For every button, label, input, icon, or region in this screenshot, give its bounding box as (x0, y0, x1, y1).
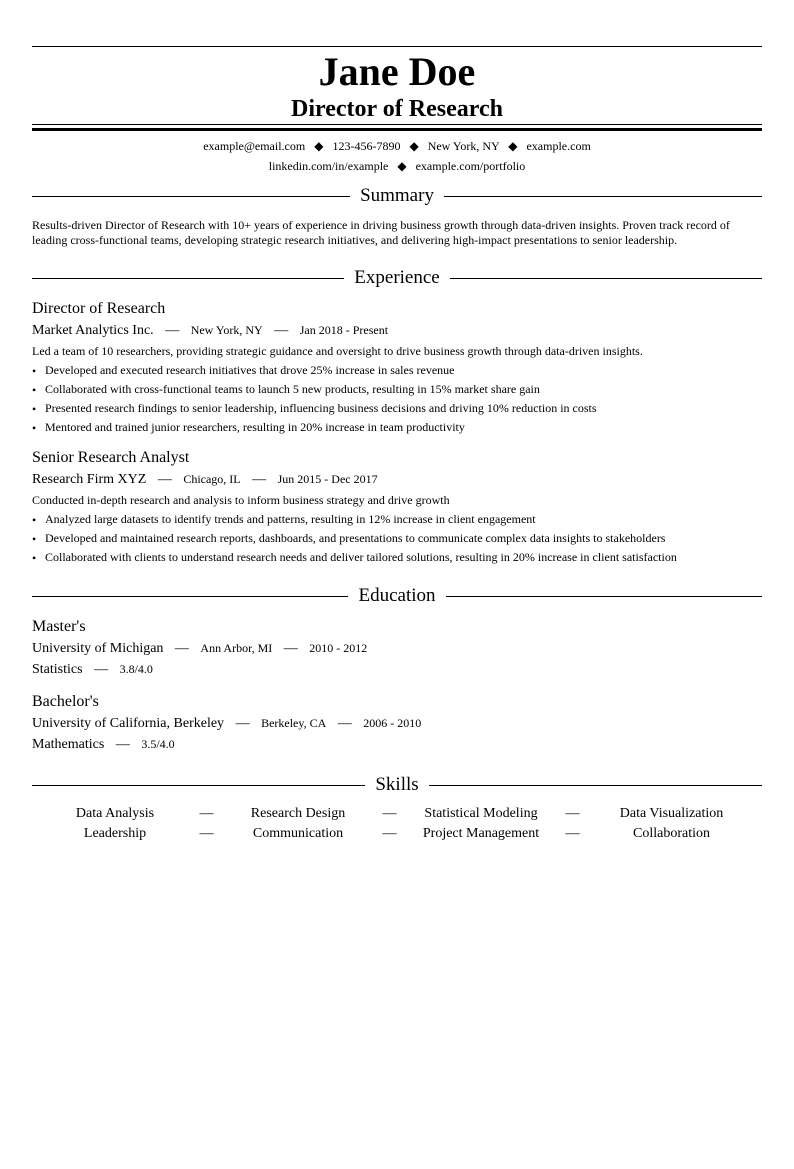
job-location: Chicago, IL (183, 472, 241, 486)
skill-separator: — (382, 806, 397, 821)
bullet-icon: • (32, 402, 37, 416)
contact-linkedin[interactable]: linkedin.com/in/example (268, 159, 389, 173)
section-rule-right (444, 196, 762, 197)
resume-page (32, 46, 762, 843)
job-dates: Jan 2018 - Present (299, 323, 389, 337)
contact-portfolio[interactable]: example.com/portfolio (415, 159, 526, 173)
edu-location: Ann Arbor, MI (200, 641, 273, 655)
job-title: Director of Research (32, 300, 166, 317)
dash-separator: — (283, 641, 298, 656)
section-rule-left (32, 596, 348, 597)
job-bullets (32, 362, 762, 435)
contact-email[interactable]: example@email.com (203, 139, 306, 153)
section-rule-left (32, 785, 365, 786)
edu-dates: 2006 - 2010 (363, 716, 422, 730)
skill-item: Project Management (422, 826, 540, 841)
job-entry (32, 299, 762, 435)
edu-dates: 2010 - 2012 (309, 641, 368, 655)
education-entry (32, 692, 762, 754)
summary-section-header (32, 184, 762, 208)
edu-school: University of California, Berkeley (32, 716, 225, 731)
list-item (32, 381, 762, 397)
list-item (32, 511, 762, 527)
dash-separator: — (337, 716, 352, 731)
bullet-icon: • (32, 532, 37, 546)
skill-item: Leadership (83, 826, 147, 841)
edu-field-line (32, 735, 762, 754)
skill-separator: — (199, 826, 214, 841)
job-company: Research Firm XYZ (32, 472, 147, 487)
dash-separator: — (94, 662, 109, 677)
bullet-icon: • (32, 421, 37, 435)
diamond-separator-icon: ◆ (397, 159, 407, 173)
dash-separator: — (115, 737, 130, 752)
bullet-text: Developed and executed research initiatives that drove 25% increase in sales revenue (45, 363, 455, 377)
dash-separator: — (274, 323, 289, 338)
job-entry (32, 448, 762, 565)
job-meta (32, 470, 762, 489)
list-item (32, 400, 762, 416)
skill-separator: — (565, 806, 580, 821)
bullet-text: Analyzed large datasets to identify trends and patterns, resulting in 12% increase in client engagement (45, 512, 536, 526)
skills-heading: Skills (375, 774, 419, 795)
job-description: Led a team of 10 researchers, providing strategic guidance and oversight to drive business growth through data-driven insights. (32, 344, 643, 358)
edu-school-line (32, 714, 762, 733)
skill-item: Communication (252, 826, 344, 841)
contact-website[interactable]: example.com (526, 139, 591, 153)
skill-separator: — (565, 826, 580, 841)
skill-item: Statistical Modeling (424, 806, 538, 821)
section-rule-left (32, 196, 350, 197)
contact-line-1 (32, 138, 762, 154)
summary-heading: Summary (360, 185, 434, 206)
list-item (32, 530, 762, 546)
job-company: Market Analytics Inc. (32, 323, 154, 338)
bullet-icon: • (32, 383, 37, 397)
bullet-icon: • (32, 551, 37, 565)
skill-item: Research Design (250, 806, 346, 821)
edu-location: Berkeley, CA (261, 716, 327, 730)
section-rule-right (450, 278, 762, 279)
section-rule-right (446, 596, 762, 597)
dash-separator: — (165, 323, 180, 338)
job-meta (32, 321, 762, 340)
candidate-title: Director of Research (291, 96, 503, 122)
edu-school: University of Michigan (32, 641, 164, 656)
bullet-text: Presented research findings to senior leadership, influencing business decisions and driving 10% reduction in costs (45, 401, 597, 415)
edu-degree: Master's (32, 618, 86, 635)
section-rule-right (429, 785, 762, 786)
job-description: Conducted in-depth research and analysis to inform business strategy and drive growth (32, 493, 450, 507)
job-location: New York, NY (190, 323, 263, 337)
edu-school-line (32, 639, 762, 658)
job-title: Senior Research Analyst (32, 449, 190, 466)
dash-separator: — (174, 641, 189, 656)
skill-separator: — (199, 806, 214, 821)
diamond-separator-icon: ◆ (409, 139, 419, 153)
list-item (32, 549, 762, 565)
edu-degree: Bachelor's (32, 693, 99, 710)
section-rule-left (32, 278, 344, 279)
contact-phone[interactable]: 123-456-7890 (332, 139, 401, 153)
bullet-text: Developed and maintained research reports, dashboards, and presentations to communicate complex data insights to stakeholders (45, 531, 666, 545)
top-rule (32, 46, 762, 47)
dash-separator: — (252, 472, 267, 487)
skill-item: Data Visualization (619, 806, 724, 821)
diamond-separator-icon: ◆ (508, 139, 518, 153)
dash-separator: — (235, 716, 250, 731)
skills-section-header (32, 773, 762, 797)
education-entry (32, 617, 762, 679)
skills-grid (32, 805, 762, 843)
header-double-rule (32, 124, 762, 131)
edu-gpa: 3.5/4.0 (141, 737, 175, 751)
education-heading: Education (358, 585, 436, 606)
candidate-name: Jane Doe (318, 49, 476, 94)
contact-line-2 (32, 158, 762, 174)
dash-separator: — (157, 472, 172, 487)
job-bullets (32, 511, 762, 565)
bullet-text: Collaborated with cross-functional teams to launch 5 new products, resulting in 15% market share gain (45, 382, 540, 396)
bullet-icon: • (32, 364, 37, 378)
bullet-text: Mentored and trained junior researchers, resulting in 20% increase in team productivity (45, 420, 465, 434)
edu-field: Mathematics (32, 737, 105, 752)
experience-heading: Experience (354, 267, 440, 288)
bullet-icon: • (32, 513, 37, 527)
skill-separator: — (382, 826, 397, 841)
summary-text: Results-driven Director of Research with 10+ years of experience in driving business growth through data-driven insights. Proven track record of leading cross-functional teams, developing strategic research initiatives, and delivering high-impact presentations to senior leadership. (32, 218, 730, 247)
list-item (32, 419, 762, 435)
experience-section-header (32, 266, 762, 290)
skill-item: Data Analysis (75, 806, 155, 821)
edu-gpa: 3.8/4.0 (119, 662, 153, 676)
diamond-separator-icon: ◆ (314, 139, 324, 153)
skill-item: Collaboration (633, 826, 710, 841)
edu-field: Statistics (32, 662, 83, 677)
education-section-header (32, 584, 762, 608)
edu-field-line (32, 660, 762, 679)
bullet-text: Collaborated with clients to understand research needs and deliver tailored solutions, resulting in 20% increase in client satisfaction (45, 550, 677, 564)
job-dates: Jun 2015 - Dec 2017 (277, 472, 378, 486)
list-item (32, 362, 762, 378)
contact-location: New York, NY (427, 139, 500, 153)
